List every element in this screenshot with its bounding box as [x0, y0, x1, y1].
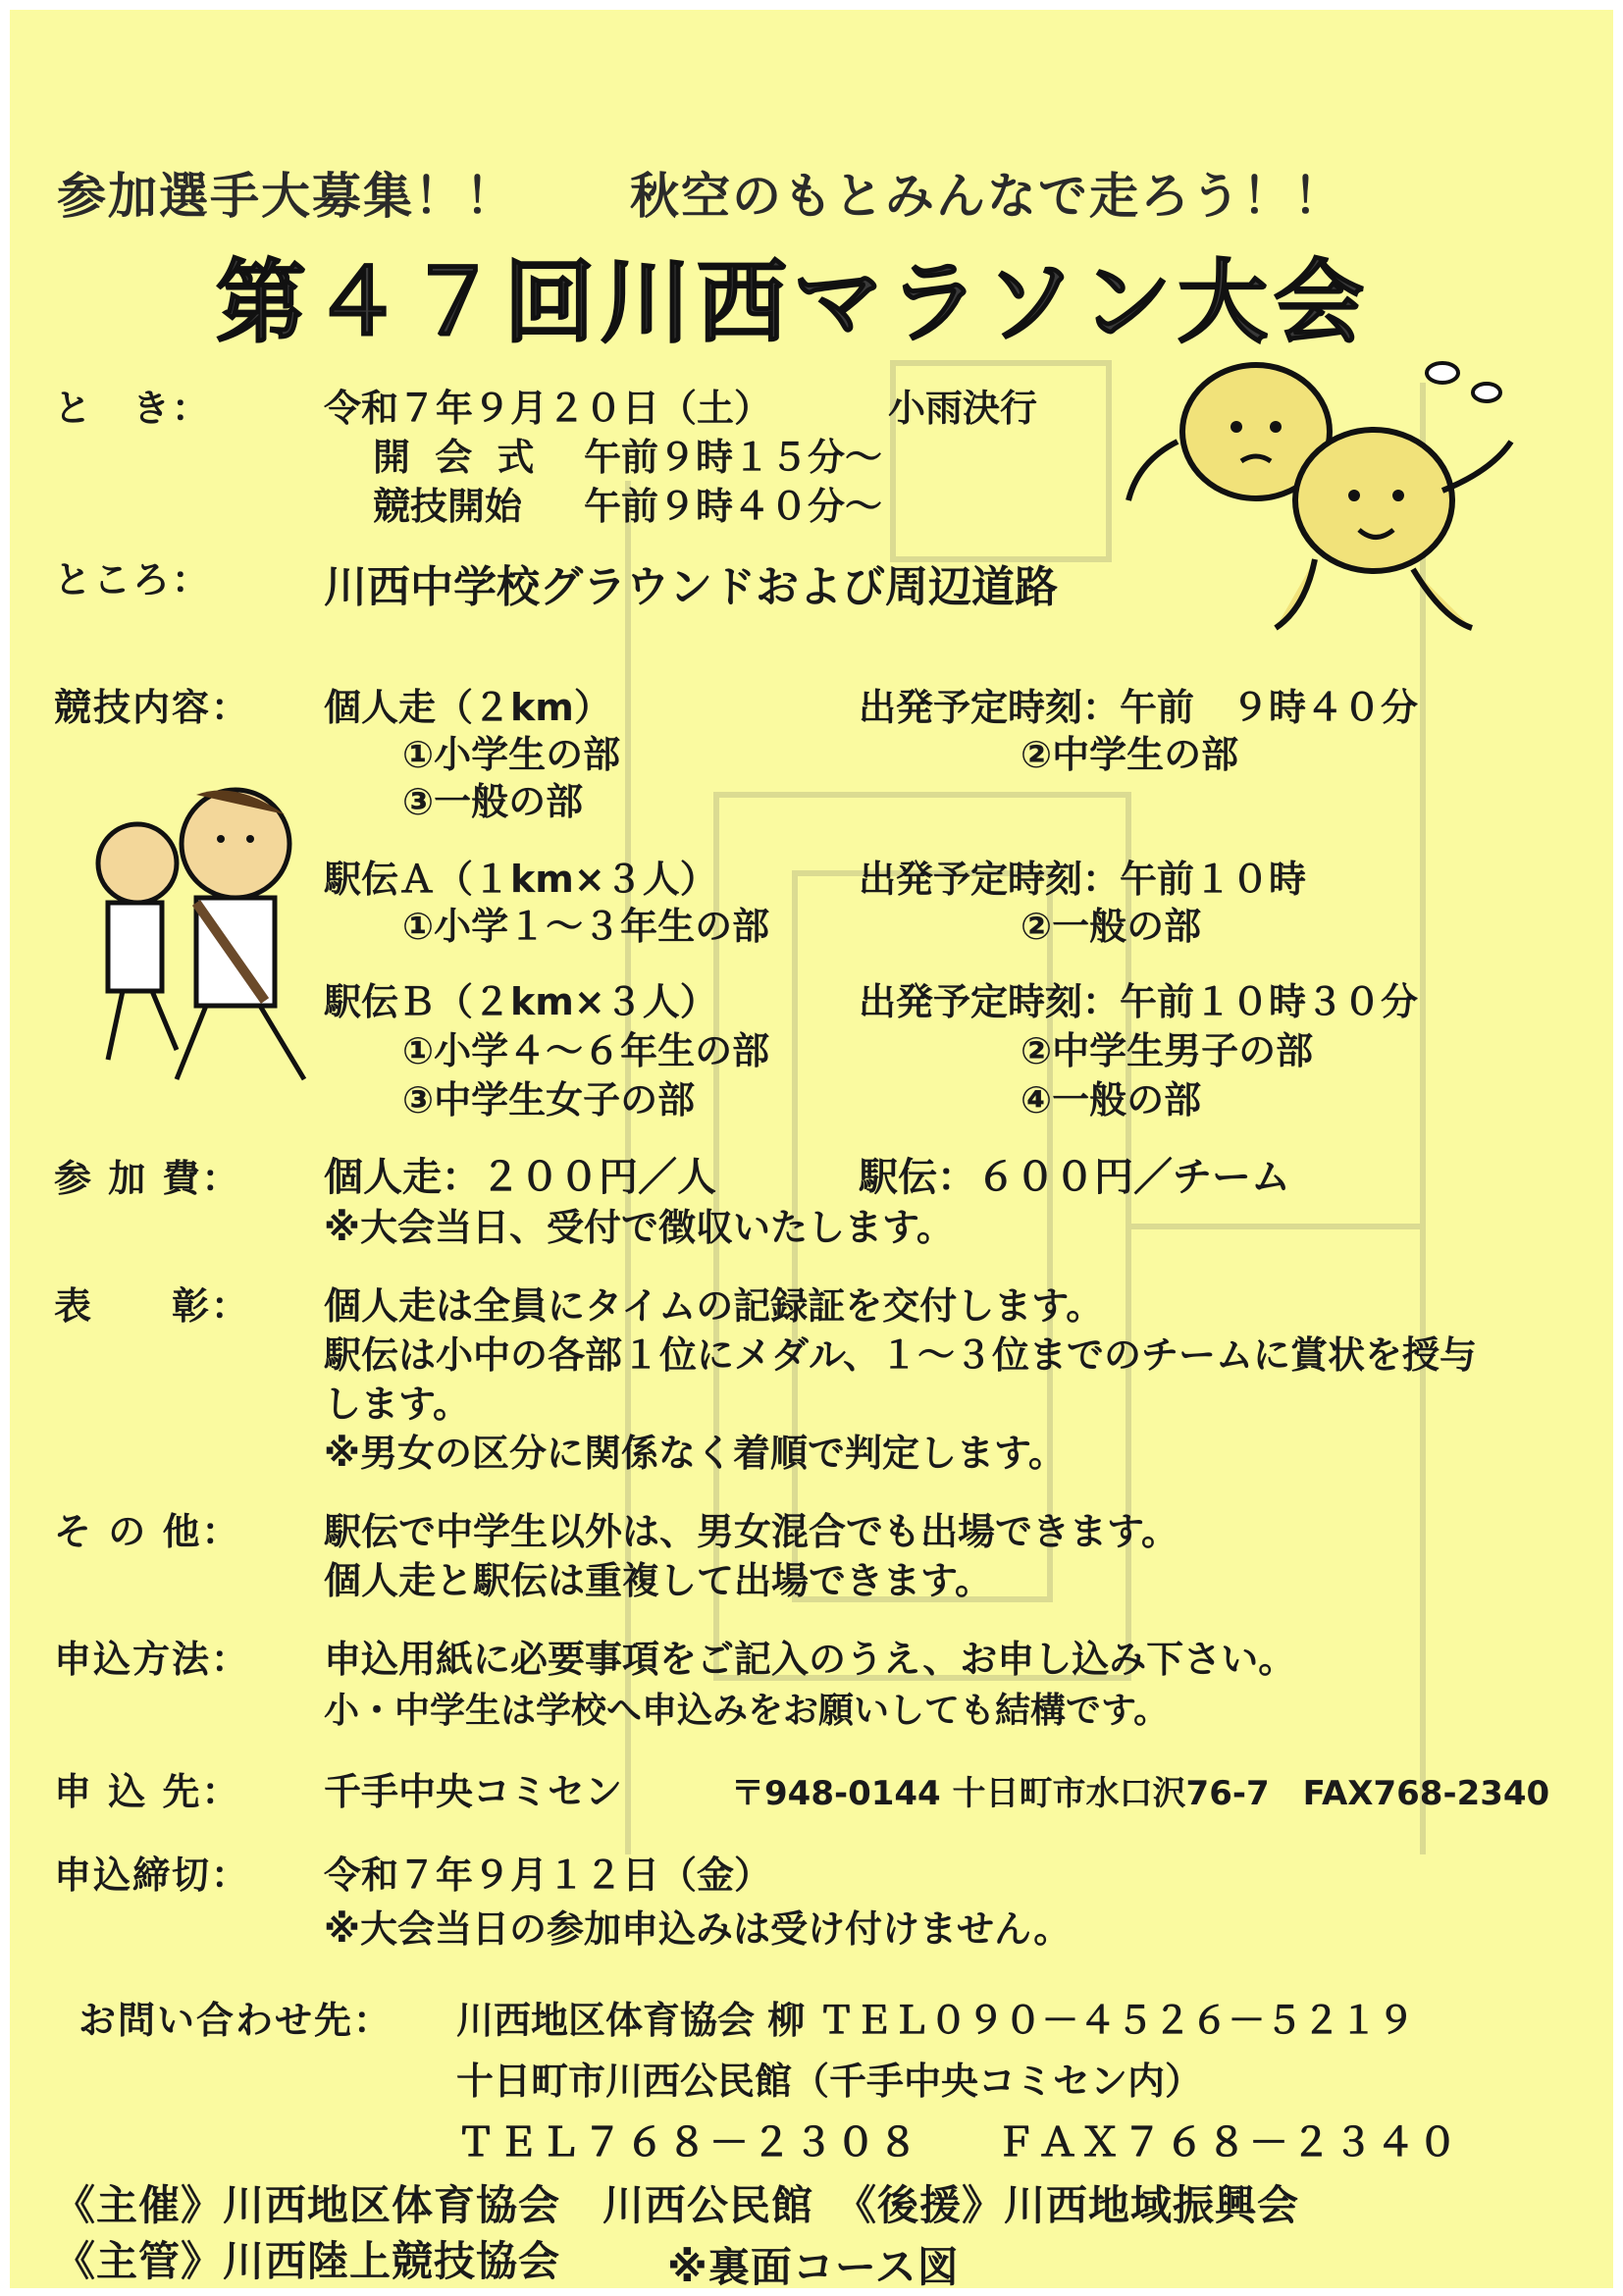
fee-individual: 個人走：２００円／人 — [324, 1155, 716, 1200]
apply-method-line1: 申込用紙に必要事項をご記入のうえ、お申し込み下さい。 — [324, 1638, 1296, 1681]
catch-phrase-left: 参加選手大募集！！ — [57, 168, 516, 225]
event-date: 令和７年９月２０日（土） — [324, 387, 772, 430]
individual-div2: ②中学生の部 — [1021, 733, 1239, 776]
apply-to-label: 申 込 先： — [54, 1770, 241, 1813]
apply-to-name: 千手中央コミセン — [324, 1770, 623, 1813]
rain-note: 小雨決行 — [888, 387, 1038, 430]
contact-label: お問い合わせ先： — [79, 1999, 393, 2042]
relay-b-div2: ②中学生男子の部 — [1021, 1029, 1314, 1072]
footer-organizers: 《主催》川西地区体育協会 川西公民館 《後援》川西地域振興会 — [54, 2181, 1300, 2229]
contact-fax: ＦＡＸ７６８－２３４０ — [996, 2120, 1460, 2166]
relay-b-start: 出発予定時刻：午前１０時３０分 — [859, 980, 1419, 1023]
relay-a-start: 出発予定時刻：午前１０時 — [859, 858, 1307, 901]
fee-relay: 駅伝：６００円／チーム — [859, 1155, 1290, 1200]
awards-label: 表 彰： — [54, 1284, 251, 1328]
relay-b-div1: ①小学４～６年生の部 — [402, 1029, 770, 1072]
apply-method-label: 申込方法： — [54, 1638, 251, 1681]
apply-method-line2: 小・中学生は学校へ申込みをお願いしても結構です。 — [324, 1691, 1170, 1731]
opening-label: 開 会 式 — [373, 436, 541, 479]
contact-line1: 川西地区体育協会 柳 ＴＥＬ０９０－４５２６－５２１９ — [456, 1999, 1415, 2042]
contact-tel: ＴＥＬ７６８－２３０８ — [456, 2120, 920, 2166]
fee-note: ※大会当日、受付で徴収いたします。 — [324, 1206, 954, 1249]
when-label: と き： — [54, 387, 212, 430]
catch-phrase-right: 秋空のもとみんなで走ろう！！ — [630, 168, 1344, 225]
individual-div3: ③一般の部 — [402, 780, 584, 823]
footer-manager: 《主管》川西陸上競技協会 — [54, 2237, 561, 2285]
deadline-date: 令和７年９月１２日（金） — [324, 1853, 772, 1897]
events-label: 競技内容： — [54, 686, 251, 729]
individual-name: 個人走（２km） — [324, 686, 611, 729]
running-characters-illustration — [1119, 334, 1531, 648]
relay-a-name: 駅伝Ａ（１km×３人） — [324, 858, 717, 901]
flyer-page — [10, 10, 1613, 2288]
other-line2: 個人走と駅伝は重複して出場できます。 — [324, 1559, 992, 1602]
course-map-note: ※裏面コース図 — [667, 2243, 960, 2288]
awards-line4: ※男女の区分に関係なく着順で判定します。 — [324, 1432, 1066, 1475]
awards-line3: します。 — [324, 1383, 470, 1426]
start-time: 午前９時４０分～ — [584, 485, 883, 528]
start-label: 競技開始 — [373, 485, 523, 528]
children-running-illustration — [69, 785, 363, 1099]
other-label: そ の 他： — [54, 1510, 241, 1553]
relay-b-name: 駅伝Ｂ（２km×３人） — [324, 980, 717, 1023]
deadline-note: ※大会当日の参加申込みは受け付けません。 — [324, 1907, 1072, 1951]
relay-a-div2: ②一般の部 — [1021, 905, 1202, 948]
individual-start: 出発予定時刻：午前 ９時４０分 — [859, 686, 1419, 729]
deadline-label: 申込締切： — [54, 1853, 251, 1897]
fee-label: 参 加 費： — [54, 1157, 241, 1200]
page-title: 第４７回川西マラソン大会 — [216, 250, 1371, 355]
apply-to-address: 〒948-0144 十日町市水口沢76-7 FAX768-2340 — [731, 1774, 1550, 1813]
contact-line2: 十日町市川西公民館（千手中央コミセン内） — [456, 2060, 1203, 2103]
awards-line2: 駅伝は小中の各部１位にメダル、１～３位までのチームに賞状を授与 — [324, 1333, 1477, 1377]
opening-time: 午前９時１５分～ — [584, 436, 883, 479]
venue: 川西中学校グラウンドおよび周辺道路 — [324, 562, 1058, 612]
relay-a-div1: ①小学１～３年生の部 — [402, 905, 770, 948]
relay-b-div4: ④一般の部 — [1021, 1078, 1202, 1122]
relay-b-div3: ③中学生女子の部 — [402, 1078, 696, 1122]
individual-div1: ①小学生の部 — [402, 733, 621, 776]
awards-line1: 個人走は全員にタイムの記録証を交付します。 — [324, 1284, 1104, 1328]
where-label: ところ： — [54, 558, 212, 601]
other-line1: 駅伝で中学生以外は、男女混合でも出場できます。 — [324, 1510, 1178, 1553]
